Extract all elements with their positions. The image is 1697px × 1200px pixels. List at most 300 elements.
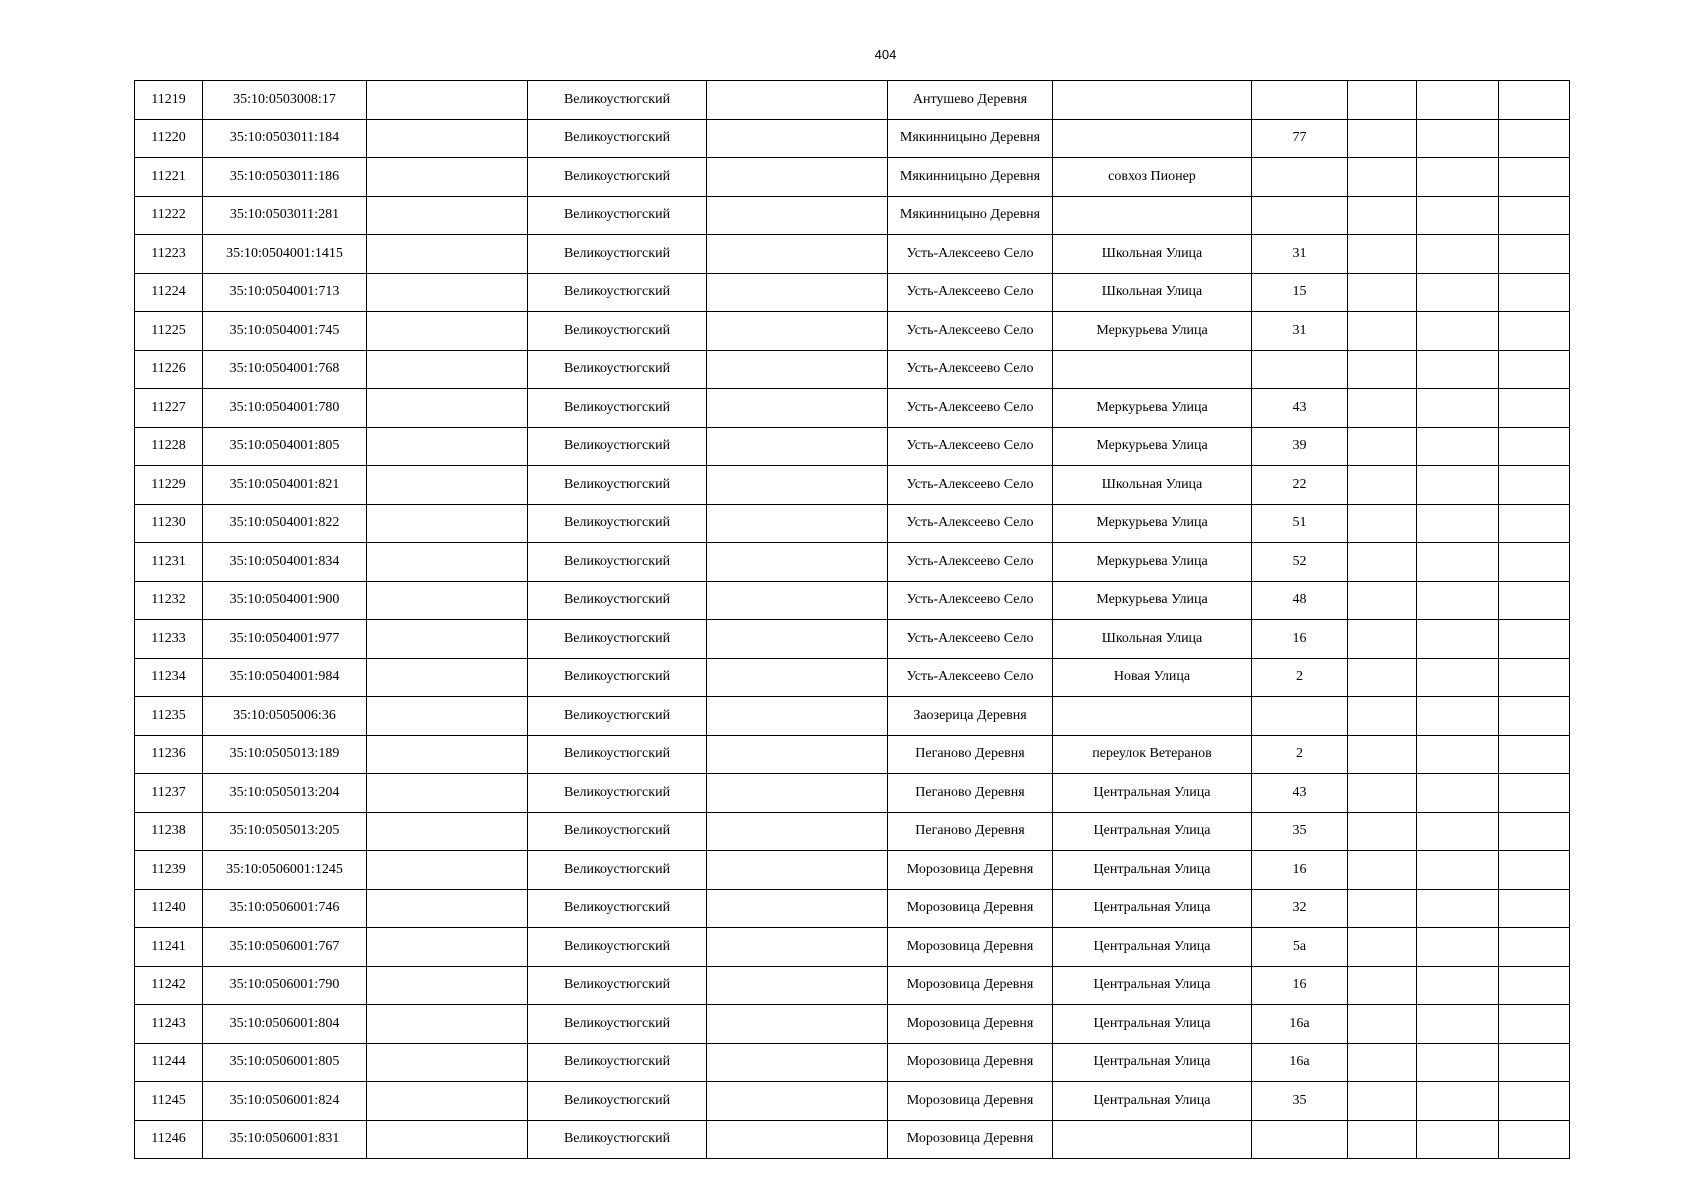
column-9-cell [1348,581,1417,620]
record-number-cell: 11245 [135,1082,203,1121]
district-cell: Великоустюгский [528,196,707,235]
column-9-cell [1348,543,1417,582]
house-number-cell: 22 [1252,466,1348,505]
locality-cell: Морозовица Деревня [888,966,1053,1005]
column-10-cell [1417,81,1499,120]
column-10-cell [1417,1120,1499,1159]
district-cell: Великоустюгский [528,620,707,659]
table-row [135,312,1570,351]
column-10-cell [1417,235,1499,274]
street-cell: Школьная Улица [1053,273,1252,312]
record-number-cell: 11230 [135,504,203,543]
district-cell: Великоустюгский [528,312,707,351]
district-cell: Великоустюгский [528,851,707,890]
cadastral-number-cell: 35:10:0504001:1415 [203,235,367,274]
street-cell: Меркурьева Улица [1053,427,1252,466]
house-number-cell: 77 [1252,119,1348,158]
column-9-cell [1348,427,1417,466]
column-10-cell [1417,350,1499,389]
column-3-cell [367,504,528,543]
column-11-cell [1499,697,1570,736]
column-9-cell [1348,812,1417,851]
column-3-cell [367,851,528,890]
cadastral-number-cell: 35:10:0504001:984 [203,658,367,697]
district-cell: Великоустюгский [528,774,707,813]
house-number-cell: 43 [1252,774,1348,813]
column-3-cell [367,543,528,582]
street-cell [1053,196,1252,235]
house-number-cell: 31 [1252,235,1348,274]
record-number-cell: 11231 [135,543,203,582]
house-number-cell: 51 [1252,504,1348,543]
column-10-cell [1417,312,1499,351]
record-number-cell: 11225 [135,312,203,351]
table-row [135,1005,1570,1044]
house-number-cell [1252,158,1348,197]
house-number-cell: 16 [1252,620,1348,659]
house-number-cell: 2 [1252,658,1348,697]
street-cell: переулок Ветеранов [1053,735,1252,774]
locality-cell: Мякинницыно Деревня [888,158,1053,197]
column-10-cell [1417,735,1499,774]
column-3-cell [367,235,528,274]
column-5-cell [707,119,888,158]
street-cell: Меркурьева Улица [1053,389,1252,428]
column-10-cell [1417,581,1499,620]
cadastral-number-cell: 35:10:0504001:900 [203,581,367,620]
column-10-cell [1417,928,1499,967]
column-10-cell [1417,851,1499,890]
locality-cell: Пеганово Деревня [888,735,1053,774]
table-row [135,543,1570,582]
column-10-cell [1417,620,1499,659]
column-11-cell [1499,81,1570,120]
record-number-cell: 11241 [135,928,203,967]
table-row [135,966,1570,1005]
cadastral-number-cell: 35:10:0506001:805 [203,1043,367,1082]
locality-cell: Морозовица Деревня [888,889,1053,928]
column-11-cell [1499,504,1570,543]
record-number-cell: 11223 [135,235,203,274]
district-cell: Великоустюгский [528,889,707,928]
column-5-cell [707,543,888,582]
column-10-cell [1417,158,1499,197]
column-9-cell [1348,389,1417,428]
record-number-cell: 11242 [135,966,203,1005]
cadastral-number-cell: 35:10:0504001:713 [203,273,367,312]
column-9-cell [1348,1005,1417,1044]
column-11-cell [1499,928,1570,967]
locality-cell: Морозовица Деревня [888,1120,1053,1159]
cadastral-number-cell: 35:10:0505013:204 [203,774,367,813]
registry-table [134,80,1570,1159]
locality-cell: Усть-Алексеево Село [888,427,1053,466]
column-5-cell [707,312,888,351]
table-row [135,620,1570,659]
street-cell: Меркурьева Улица [1053,543,1252,582]
cadastral-number-cell: 35:10:0503011:186 [203,158,367,197]
locality-cell: Усть-Алексеево Село [888,581,1053,620]
table-row [135,1082,1570,1121]
table-row [135,235,1570,274]
cadastral-number-cell: 35:10:0503011:281 [203,196,367,235]
house-number-cell: 16а [1252,1005,1348,1044]
column-3-cell [367,350,528,389]
column-9-cell [1348,851,1417,890]
record-number-cell: 11236 [135,735,203,774]
column-11-cell [1499,658,1570,697]
column-3-cell [367,196,528,235]
district-cell: Великоустюгский [528,235,707,274]
district-cell: Великоустюгский [528,658,707,697]
record-number-cell: 11237 [135,774,203,813]
column-5-cell [707,196,888,235]
district-cell: Великоустюгский [528,966,707,1005]
cadastral-number-cell: 35:10:0505006:36 [203,697,367,736]
column-11-cell [1499,273,1570,312]
column-3-cell [367,389,528,428]
table-row [135,119,1570,158]
house-number-cell: 43 [1252,389,1348,428]
locality-cell: Усть-Алексеево Село [888,273,1053,312]
locality-cell: Усть-Алексеево Село [888,466,1053,505]
column-5-cell [707,697,888,736]
column-11-cell [1499,1120,1570,1159]
column-9-cell [1348,697,1417,736]
street-cell: Центральная Улица [1053,1005,1252,1044]
column-10-cell [1417,774,1499,813]
column-3-cell [367,1043,528,1082]
street-cell: Центральная Улица [1053,928,1252,967]
locality-cell: Усть-Алексеево Село [888,543,1053,582]
house-number-cell: 32 [1252,889,1348,928]
column-3-cell [367,1005,528,1044]
cadastral-number-cell: 35:10:0505013:189 [203,735,367,774]
column-5-cell [707,966,888,1005]
cadastral-number-cell: 35:10:0504001:822 [203,504,367,543]
street-cell [1053,119,1252,158]
record-number-cell: 11227 [135,389,203,428]
street-cell: Школьная Улица [1053,620,1252,659]
column-3-cell [367,119,528,158]
street-cell: Центральная Улица [1053,774,1252,813]
house-number-cell [1252,81,1348,120]
column-5-cell [707,774,888,813]
column-5-cell [707,1005,888,1044]
street-cell: Центральная Улица [1053,889,1252,928]
district-cell: Великоустюгский [528,504,707,543]
house-number-cell [1252,1120,1348,1159]
column-5-cell [707,735,888,774]
table-row [135,735,1570,774]
district-cell: Великоустюгский [528,1043,707,1082]
column-3-cell [367,658,528,697]
street-cell [1053,697,1252,736]
column-5-cell [707,504,888,543]
column-5-cell [707,273,888,312]
district-cell: Великоустюгский [528,812,707,851]
record-number-cell: 11228 [135,427,203,466]
cadastral-number-cell: 35:10:0504001:780 [203,389,367,428]
cadastral-number-cell: 35:10:0506001:831 [203,1120,367,1159]
column-9-cell [1348,466,1417,505]
table-row [135,774,1570,813]
street-cell: Центральная Улица [1053,1043,1252,1082]
record-number-cell: 11232 [135,581,203,620]
district-cell: Великоустюгский [528,1082,707,1121]
district-cell: Великоустюгский [528,1120,707,1159]
cadastral-number-cell: 35:10:0504001:768 [203,350,367,389]
column-5-cell [707,658,888,697]
record-number-cell: 11219 [135,81,203,120]
house-number-cell: 16 [1252,966,1348,1005]
cadastral-number-cell: 35:10:0505013:205 [203,812,367,851]
cadastral-number-cell: 35:10:0506001:804 [203,1005,367,1044]
cadastral-number-cell: 35:10:0503008:17 [203,81,367,120]
district-cell: Великоустюгский [528,427,707,466]
column-5-cell [707,581,888,620]
district-cell: Великоустюгский [528,581,707,620]
column-10-cell [1417,196,1499,235]
house-number-cell [1252,196,1348,235]
house-number-cell: 16 [1252,851,1348,890]
column-11-cell [1499,119,1570,158]
street-cell: Центральная Улица [1053,851,1252,890]
house-number-cell [1252,697,1348,736]
table-row [135,581,1570,620]
cadastral-number-cell: 35:10:0504001:834 [203,543,367,582]
district-cell: Великоустюгский [528,466,707,505]
table-row [135,81,1570,120]
house-number-cell: 35 [1252,812,1348,851]
column-5-cell [707,427,888,466]
record-number-cell: 11235 [135,697,203,736]
locality-cell: Морозовица Деревня [888,1082,1053,1121]
column-11-cell [1499,312,1570,351]
column-9-cell [1348,735,1417,774]
column-3-cell [367,735,528,774]
district-cell: Великоустюгский [528,81,707,120]
column-10-cell [1417,812,1499,851]
locality-cell: Усть-Алексеево Село [888,620,1053,659]
cadastral-number-cell: 35:10:0506001:1245 [203,851,367,890]
locality-cell: Морозовица Деревня [888,851,1053,890]
column-10-cell [1417,1082,1499,1121]
district-cell: Великоустюгский [528,389,707,428]
district-cell: Великоустюгский [528,350,707,389]
column-11-cell [1499,812,1570,851]
cadastral-number-cell: 35:10:0506001:767 [203,928,367,967]
column-10-cell [1417,504,1499,543]
column-3-cell [367,81,528,120]
house-number-cell: 15 [1252,273,1348,312]
locality-cell: Морозовица Деревня [888,928,1053,967]
column-3-cell [367,928,528,967]
column-3-cell [367,889,528,928]
column-10-cell [1417,119,1499,158]
district-cell: Великоустюгский [528,158,707,197]
table-row [135,1043,1570,1082]
column-5-cell [707,851,888,890]
column-11-cell [1499,966,1570,1005]
column-11-cell [1499,774,1570,813]
table-row [135,697,1570,736]
street-cell: Центральная Улица [1053,1082,1252,1121]
house-number-cell: 35 [1252,1082,1348,1121]
registry-table-body [135,81,1570,1159]
house-number-cell: 16а [1252,1043,1348,1082]
record-number-cell: 11224 [135,273,203,312]
column-5-cell [707,1120,888,1159]
record-number-cell: 11238 [135,812,203,851]
locality-cell: Усть-Алексеево Село [888,389,1053,428]
column-11-cell [1499,466,1570,505]
column-10-cell [1417,966,1499,1005]
record-number-cell: 11246 [135,1120,203,1159]
table-row [135,196,1570,235]
record-number-cell: 11221 [135,158,203,197]
table-row [135,504,1570,543]
district-cell: Великоустюгский [528,735,707,774]
column-3-cell [367,620,528,659]
record-number-cell: 11229 [135,466,203,505]
record-number-cell: 11239 [135,851,203,890]
column-5-cell [707,158,888,197]
table-row [135,389,1570,428]
locality-cell: Усть-Алексеево Село [888,504,1053,543]
record-number-cell: 11243 [135,1005,203,1044]
record-number-cell: 11222 [135,196,203,235]
table-row [135,158,1570,197]
column-11-cell [1499,350,1570,389]
column-10-cell [1417,1043,1499,1082]
cadastral-number-cell: 35:10:0504001:821 [203,466,367,505]
cadastral-number-cell: 35:10:0506001:790 [203,966,367,1005]
street-cell [1053,350,1252,389]
street-cell: Школьная Улица [1053,235,1252,274]
street-cell [1053,1120,1252,1159]
column-9-cell [1348,196,1417,235]
column-11-cell [1499,427,1570,466]
cadastral-number-cell: 35:10:0504001:745 [203,312,367,351]
column-10-cell [1417,1005,1499,1044]
locality-cell: Морозовица Деревня [888,1043,1053,1082]
locality-cell: Пеганово Деревня [888,812,1053,851]
house-number-cell: 39 [1252,427,1348,466]
column-3-cell [367,427,528,466]
column-9-cell [1348,273,1417,312]
district-cell: Великоустюгский [528,697,707,736]
column-5-cell [707,1082,888,1121]
table-row [135,889,1570,928]
street-cell: Центральная Улица [1053,812,1252,851]
cadastral-number-cell: 35:10:0506001:824 [203,1082,367,1121]
column-11-cell [1499,235,1570,274]
column-3-cell [367,466,528,505]
column-3-cell [367,774,528,813]
locality-cell: Морозовица Деревня [888,1005,1053,1044]
column-3-cell [367,312,528,351]
record-number-cell: 11240 [135,889,203,928]
street-cell: Меркурьева Улица [1053,581,1252,620]
table-row [135,273,1570,312]
cadastral-number-cell: 35:10:0504001:977 [203,620,367,659]
column-10-cell [1417,889,1499,928]
column-3-cell [367,812,528,851]
column-3-cell [367,697,528,736]
column-3-cell [367,581,528,620]
column-9-cell [1348,889,1417,928]
column-11-cell [1499,1043,1570,1082]
column-9-cell [1348,81,1417,120]
street-cell [1053,81,1252,120]
column-9-cell [1348,1120,1417,1159]
table-row [135,812,1570,851]
column-9-cell [1348,620,1417,659]
column-11-cell [1499,851,1570,890]
column-10-cell [1417,427,1499,466]
column-11-cell [1499,620,1570,659]
table-row [135,427,1570,466]
column-9-cell [1348,658,1417,697]
locality-cell: Мякинницыно Деревня [888,196,1053,235]
column-10-cell [1417,389,1499,428]
district-cell: Великоустюгский [528,119,707,158]
street-cell: Меркурьева Улица [1053,504,1252,543]
column-9-cell [1348,1043,1417,1082]
cadastral-number-cell: 35:10:0506001:746 [203,889,367,928]
locality-cell: Пеганово Деревня [888,774,1053,813]
table-row [135,350,1570,389]
table-row [135,658,1570,697]
street-cell: Меркурьева Улица [1053,312,1252,351]
district-cell: Великоустюгский [528,1005,707,1044]
table-row [135,928,1570,967]
column-9-cell [1348,774,1417,813]
district-cell: Великоустюгский [528,928,707,967]
street-cell: Новая Улица [1053,658,1252,697]
column-11-cell [1499,158,1570,197]
house-number-cell: 31 [1252,312,1348,351]
column-3-cell [367,966,528,1005]
locality-cell: Усть-Алексеево Село [888,658,1053,697]
house-number-cell: 2 [1252,735,1348,774]
house-number-cell [1252,350,1348,389]
column-10-cell [1417,273,1499,312]
locality-cell: Антушево Деревня [888,81,1053,120]
column-5-cell [707,1043,888,1082]
column-11-cell [1499,889,1570,928]
locality-cell: Заозерица Деревня [888,697,1053,736]
house-number-cell: 48 [1252,581,1348,620]
table-row [135,466,1570,505]
house-number-cell: 52 [1252,543,1348,582]
record-number-cell: 11226 [135,350,203,389]
column-5-cell [707,389,888,428]
column-9-cell [1348,312,1417,351]
district-cell: Великоустюгский [528,543,707,582]
district-cell: Великоустюгский [528,273,707,312]
column-11-cell [1499,581,1570,620]
house-number-cell: 5а [1252,928,1348,967]
column-5-cell [707,466,888,505]
column-5-cell [707,350,888,389]
column-10-cell [1417,466,1499,505]
column-11-cell [1499,1005,1570,1044]
locality-cell: Усть-Алексеево Село [888,312,1053,351]
locality-cell: Мякинницыно Деревня [888,119,1053,158]
locality-cell: Усть-Алексеево Село [888,235,1053,274]
